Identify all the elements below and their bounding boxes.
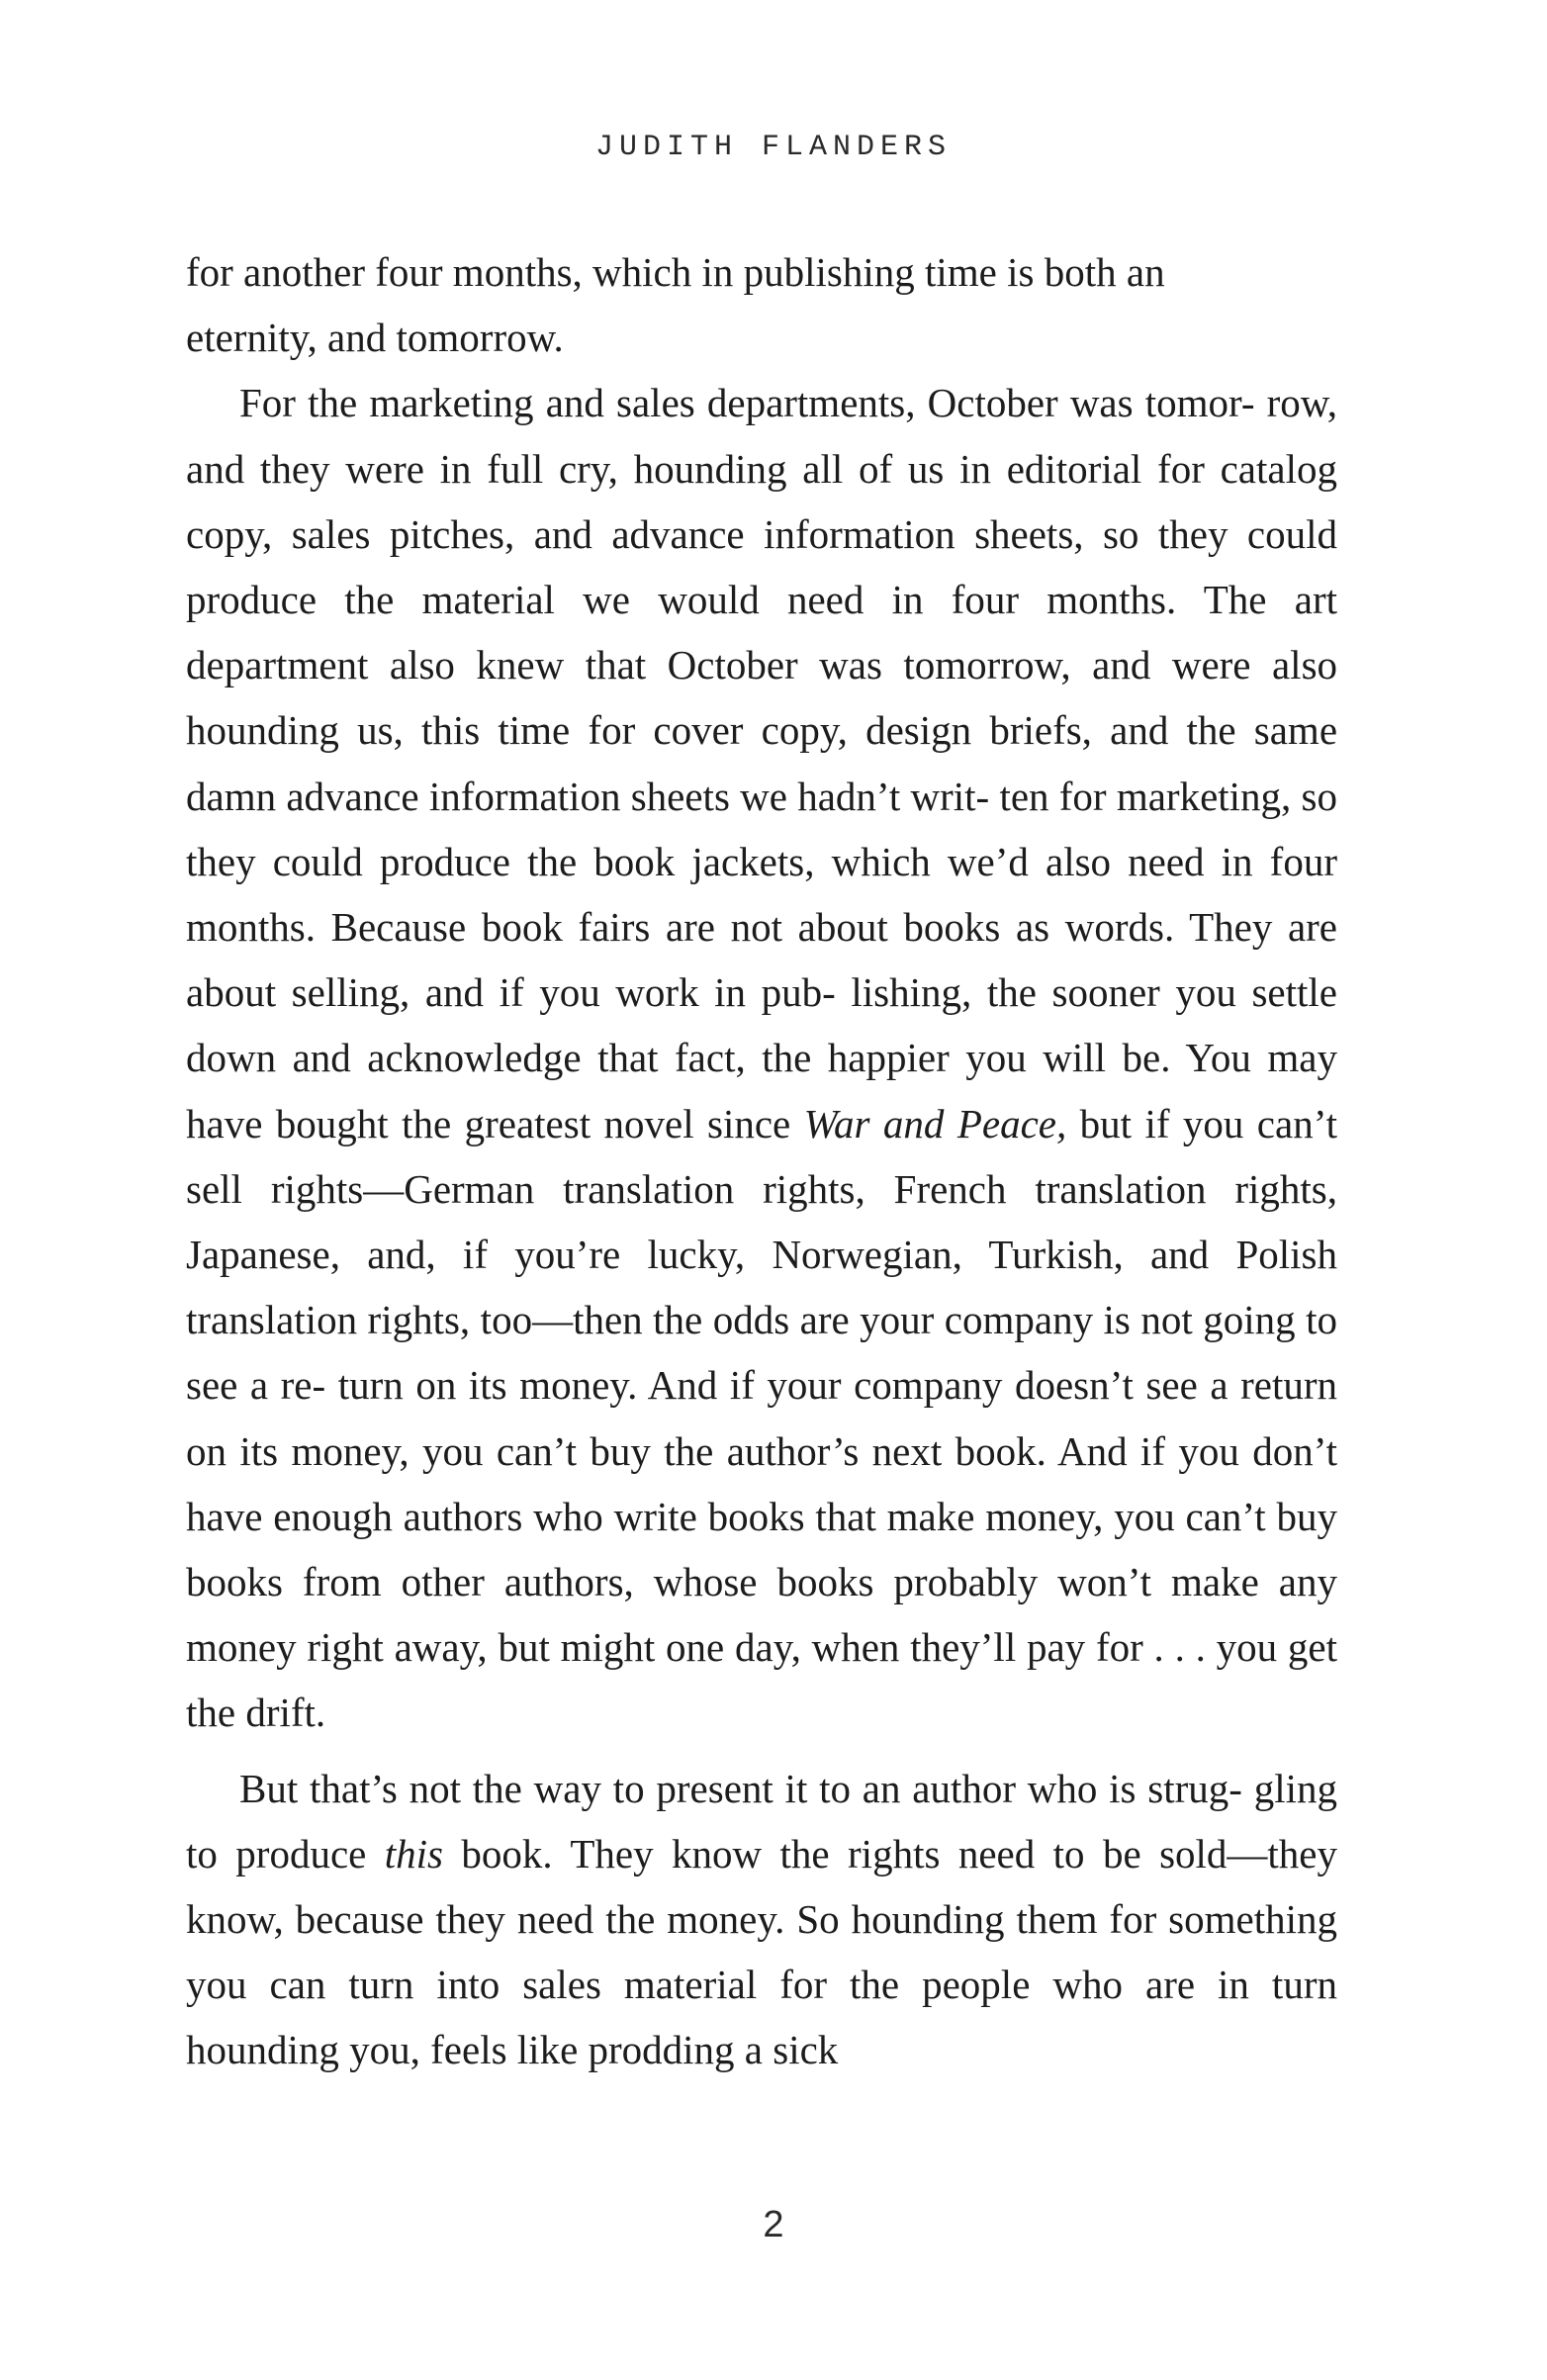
text-line: gling to produce [186, 1765, 1337, 1877]
text-line: books as words. They are about selling, and if you work in pub- [186, 904, 1338, 1016]
text-line: were also hounding us, this time for cover copy, design briefs, [186, 642, 1338, 754]
text-line: For the marketing and sales departments, October was tomor- [239, 380, 1255, 426]
paragraph-3 [186, 1756, 1337, 2083]
text-line: lishing, the sooner you settle down and acknowledge that fact, [186, 969, 1337, 1081]
text-line: too—then the odds are your company is not going to see a re- [186, 1297, 1337, 1409]
paragraph-1 [186, 239, 1337, 370]
running-head: JUDITH FLANDERS [594, 131, 953, 164]
paragraph-2 [186, 370, 1337, 1745]
text-line: and the same damn advance information sheets we hadn’t writ- [186, 707, 1338, 819]
text-line: novel since [603, 1100, 804, 1146]
text-line: its money, you can’t buy the author’s next book. And if you [239, 1427, 1239, 1474]
text-line: won’t make any money right away, but might one day, when [186, 1559, 1338, 1671]
text-line: people who are in turn hounding you, feels like prodding a sick [186, 1962, 1337, 2073]
text-line: don’t have enough authors who write books that make money, [186, 1427, 1338, 1539]
text-line: turn on its money. And if your company doesn’t see a return on [186, 1362, 1338, 1474]
text-line: row, and they were in full cry, hounding all of us in editorial for [186, 380, 1337, 492]
text-line: they’ll pay for . . . you get the drift. [186, 1624, 1337, 1736]
text-line: sold—they know, because they need the money. So hounding [186, 1830, 1337, 1943]
text-line: but if you can’t sell rights—German [186, 1100, 1338, 1212]
text-line: them for something you can turn into sales material for the [186, 1896, 1337, 2008]
text-line: they could produce the material we would need in four months. [186, 510, 1338, 623]
text-line: eternity, and tomorrow. [186, 315, 564, 361]
text-line: we’d also need in four months. Because book fairs are not about [186, 838, 1337, 951]
body-text [186, 239, 1337, 2083]
page-number: 2 [763, 2204, 784, 2245]
text-line: book. They know the rights need to be [443, 1830, 1141, 1877]
text-line: catalog copy, sales pitches, and advance information sheets, so [186, 445, 1337, 557]
text-line: ten for marketing, so they could produce the book jackets, which [186, 773, 1338, 884]
text-line: for another four months, which in publishing time is both an [186, 249, 1165, 295]
text-line: The art department also knew that October was tomorrow, and [186, 577, 1337, 688]
text-line: you can’t buy books from other authors, whose books probably [186, 1493, 1337, 1605]
emphasis-italic: this [384, 1830, 444, 1877]
text-line: translation rights, French translation rights, Japanese, and, if [186, 1165, 1337, 1278]
book-title-italic: War and Peace, [803, 1100, 1067, 1146]
text-line: you’re lucky, Norwegian, Turkish, and Polish translation rights, [186, 1232, 1337, 1343]
text-line: But that’s not the way to present it to an author who is strug- [239, 1765, 1242, 1811]
text-line: the happier you will be. You may have bought the greatest [186, 1035, 1337, 1146]
